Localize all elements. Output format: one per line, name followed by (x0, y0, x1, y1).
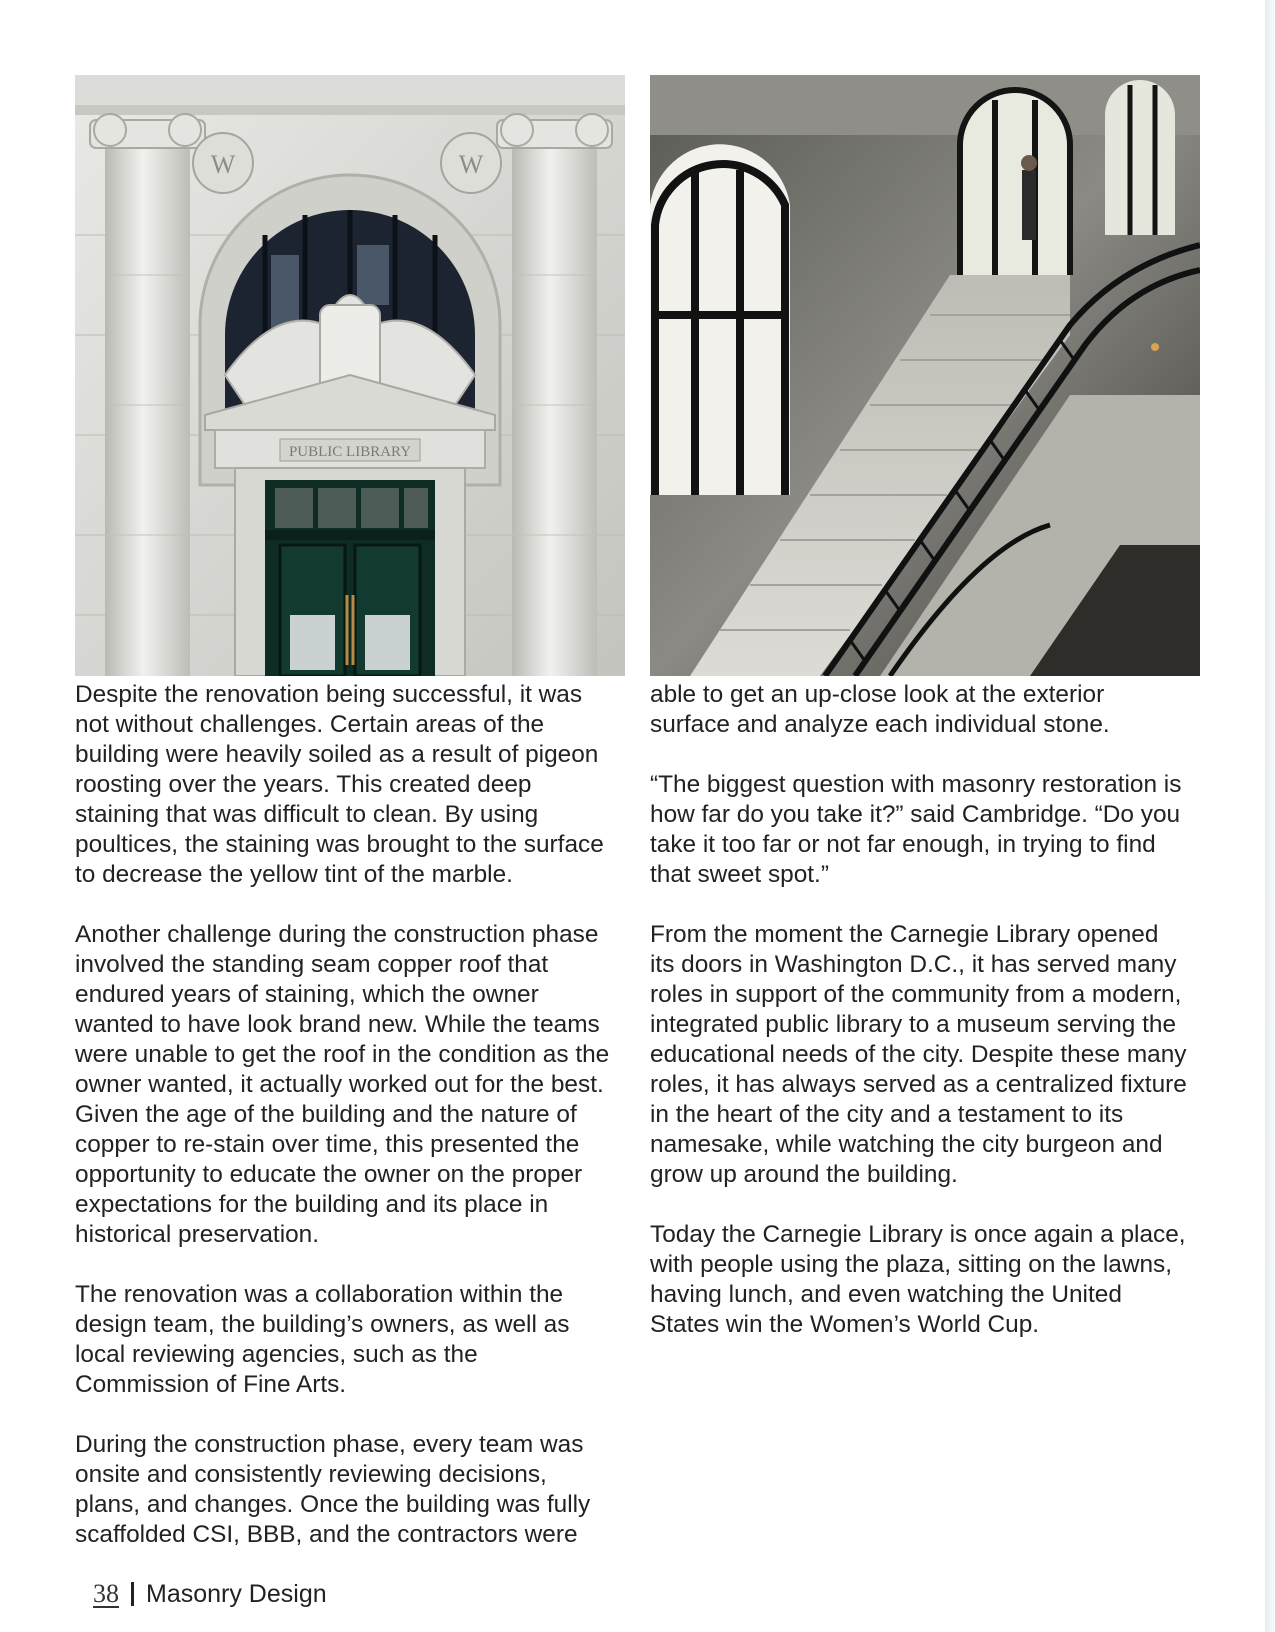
library-engraving: PUBLIC LIBRARY (288, 444, 412, 460)
page-number: 38 (93, 1579, 119, 1608)
paragraph: Another challenge during the construction phase involved the standing seam copper roof that endured years of staining, which the owner wanted to have look brand new. While the teams were unable to get the roof in the condition as the owner wanted, it actually worked out for the best. Given the age of the building and the nature of copper to re-stain over time, this presented the opportunity to educate the owner on the proper expectations for the building and its place in historical preservation. (75, 921, 610, 1248)
paragraph: The renovation was a collaboration within the design team, the building’s owners, as well as local reviewing agencies, such as the Commission of Fine Arts. (75, 1281, 570, 1398)
paragraph: Despite the renovation being successful, it was not without challenges. Certain areas of the building were heavily soiled as a result of pigeon roosting over the years. This created deep staining that was difficult to clean. By using poultices, the staining was brought to the surface to decrease the yellow tint of the marble. (75, 681, 604, 888)
article-column-left (75, 680, 635, 1580)
paragraph: able to get an up-close look at the exterior surface and analyze each individual stone. (650, 681, 1110, 738)
paragraph: “The biggest question with masonry restoration is how far do you take it?” said Cambridge. “Do you take it too far or not far enough, in trying to find that sweet spot.” (650, 771, 1182, 888)
staircase-interior-photo (650, 75, 1200, 676)
page-footer (93, 1577, 327, 1611)
article-column-right (650, 680, 1210, 1370)
paragraph: Today the Carnegie Library is once again a place, with people using the plaza, sitting on the lawns, having lunch, and even watching the United States win the Women’s World Cup. (650, 1221, 1186, 1338)
left-medallion-letter: W (210, 150, 236, 179)
paragraph: From the moment the Carnegie Library opened its doors in Washington D.C., it has served many roles in support of the community from a modern, integrated public library to a museum serving the educational needs of the city. Despite these many roles, it has always served as a centralized fixture in the heart of the city and a testament to its namesake, while watching the city burgeon and grow up around the building. (650, 921, 1187, 1188)
right-medallion-letter: W (458, 150, 484, 179)
library-entrance-photo (75, 75, 625, 676)
footer-separator (131, 1582, 134, 1606)
paragraph: During the construction phase, every team was onsite and consistently reviewing decisions, plans, and changes. Once the building was fully scaffolded CSI, BBB, and the contractors were (75, 1431, 591, 1548)
page-edge-shadow (1265, 0, 1275, 1632)
publication-name: Masonry Design (146, 1579, 327, 1608)
